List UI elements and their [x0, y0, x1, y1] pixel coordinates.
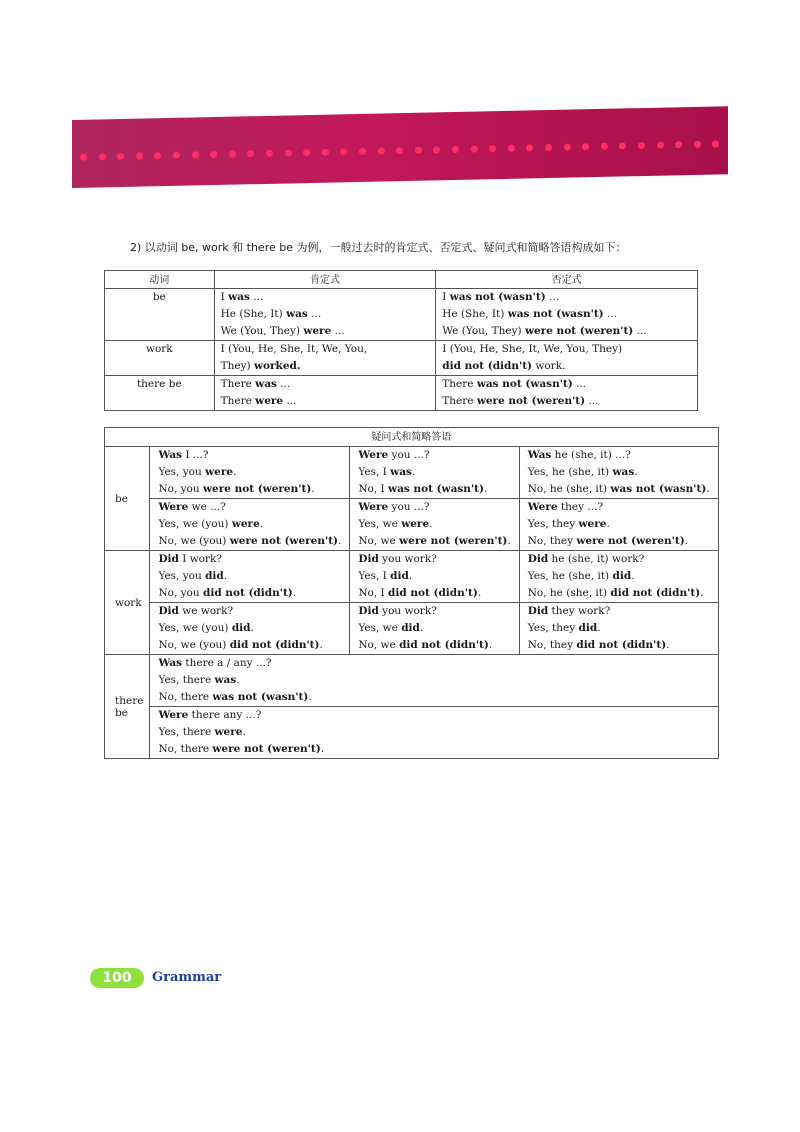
- verb-form-bold: Did: [158, 553, 179, 565]
- text-segment: Yes, they: [527, 622, 579, 634]
- text-line: [221, 341, 430, 358]
- text-line: [158, 741, 709, 758]
- text-line: [358, 637, 510, 654]
- table-row: [105, 499, 719, 551]
- text-line: [158, 637, 341, 654]
- banner-dot: [694, 141, 701, 148]
- text-line: [221, 306, 430, 323]
- verb-form-bold: were not (weren't): [202, 483, 312, 495]
- text-segment: No, he (she, it): [527, 483, 611, 495]
- negative-cell: [436, 341, 698, 376]
- intro-text: 2) 以动词 be, work 和 there be 为例，一般过去时的肯定式、否定式、疑问式和简略答语构成如下：: [130, 241, 627, 254]
- verb-form-bold: Was: [527, 449, 552, 461]
- text-segment: No, they: [527, 639, 577, 651]
- text-segment: No, I: [358, 587, 389, 599]
- text-segment: they work?: [548, 605, 611, 617]
- text-segment: There: [220, 378, 256, 390]
- text-segment: No, there: [158, 691, 213, 703]
- text-line: [528, 464, 710, 481]
- text-segment: Yes, he (she, it): [527, 466, 613, 478]
- text-segment: .: [223, 570, 228, 582]
- text-line: [221, 323, 430, 340]
- text-line: [528, 481, 710, 498]
- text-segment: you work?: [378, 605, 437, 617]
- text-segment: .: [236, 674, 240, 686]
- text-segment: No, you: [158, 587, 203, 599]
- text-segment: .: [259, 518, 264, 530]
- text-segment: Yes, there: [158, 674, 215, 686]
- verb-cell: be: [105, 447, 150, 551]
- table-row: [105, 376, 698, 411]
- text-segment: we work?: [178, 605, 234, 617]
- verb-form-bold: Did: [158, 605, 179, 617]
- banner-dot: [619, 142, 626, 149]
- text-line: [528, 447, 710, 464]
- text-segment: he (she, it) work?: [548, 553, 645, 565]
- text-segment: .: [483, 483, 488, 495]
- banner-dot: [247, 150, 254, 157]
- conjugation-table-affirmative-negative: [104, 270, 698, 411]
- verb-form-bold: Were: [358, 449, 389, 461]
- banner-dot: [489, 145, 496, 152]
- text-line: [221, 289, 430, 306]
- text-segment: you ...?: [388, 501, 430, 513]
- negative-cell: [436, 289, 698, 341]
- page-number-badge: 100: [90, 968, 144, 988]
- verb-form-bold: were: [205, 466, 234, 478]
- text-line: [158, 707, 709, 724]
- banner-dot: [638, 142, 645, 149]
- banner-dot: [396, 147, 403, 154]
- text-segment: .: [320, 743, 325, 755]
- verb-form-bold: was not (wasn't): [507, 308, 604, 320]
- text-segment: Yes, we: [358, 622, 402, 634]
- text-line: [158, 533, 341, 550]
- banner-dot: [229, 151, 236, 158]
- text-line: [528, 533, 710, 550]
- banner-dot: [712, 140, 719, 147]
- banner-dot: [471, 146, 478, 153]
- text-segment: .: [606, 518, 610, 530]
- header-banner: [72, 106, 728, 188]
- text-line: [442, 393, 691, 410]
- question-answer-cell: [350, 447, 519, 499]
- verb-form-bold: were: [255, 395, 284, 407]
- text-segment: We (You, They): [220, 325, 304, 337]
- text-segment: Yes, you: [158, 570, 206, 582]
- verb-form-bold: was not (wasn't): [212, 691, 309, 703]
- text-segment: No, we: [358, 535, 400, 547]
- text-segment: ...: [249, 291, 264, 303]
- banner-dot: [173, 152, 180, 159]
- text-segment: work.: [532, 360, 566, 372]
- verb-form-bold: were not (weren't): [212, 743, 321, 755]
- verb-cell: work: [105, 551, 150, 655]
- text-segment: Yes, we: [358, 518, 402, 530]
- text-segment: There: [220, 395, 256, 407]
- banner-dot: [340, 148, 347, 155]
- banner-dot: [99, 153, 106, 160]
- text-line: [358, 464, 510, 481]
- text-segment: Yes, I: [358, 466, 391, 478]
- text-segment: ...: [633, 325, 647, 337]
- verb-form-bold: Were: [358, 501, 389, 513]
- banner-dot: [433, 146, 440, 153]
- text-segment: Yes, there: [158, 726, 215, 738]
- text-line: [158, 603, 341, 620]
- text-line: [528, 637, 710, 654]
- verb-form-bold: did: [390, 570, 409, 582]
- text-segment: he (she, it) ...?: [551, 449, 631, 461]
- banner-dot: [192, 151, 199, 158]
- text-line: [358, 568, 510, 585]
- verb-form-bold: were not (weren't): [576, 535, 685, 547]
- text-segment: ...: [307, 308, 322, 320]
- text-line: [158, 481, 341, 498]
- verb-cell: be: [105, 289, 215, 341]
- question-answer-cell: [150, 603, 350, 655]
- verb-form-bold: did: [612, 570, 632, 582]
- text-line: [358, 551, 510, 568]
- banner-dot: [582, 143, 589, 150]
- text-line: [158, 464, 341, 481]
- text-segment: No, you: [158, 483, 203, 495]
- verb-form-bold: did not (didn't): [610, 587, 701, 599]
- banner-dot: [657, 142, 664, 149]
- text-line: [442, 376, 691, 393]
- negative-cell: [436, 376, 698, 411]
- text-segment: .: [684, 535, 689, 547]
- table-row: [105, 447, 719, 499]
- verb-form-bold: Did: [358, 553, 379, 565]
- text-segment: I (You, He, She, It, We, You, They): [442, 343, 623, 355]
- text-segment: There: [442, 395, 477, 407]
- text-segment: No, there: [158, 743, 213, 755]
- text-segment: I ...?: [182, 449, 209, 461]
- text-line: [158, 585, 341, 602]
- text-segment: there any ...?: [188, 709, 262, 721]
- verb-form-bold: did: [205, 570, 224, 582]
- verb-form-bold: Were: [158, 501, 189, 513]
- text-segment: .: [700, 587, 704, 599]
- text-segment: .: [706, 483, 710, 495]
- text-segment: .: [634, 466, 638, 478]
- verb-cell: there be: [105, 655, 150, 759]
- verb-form-bold: Did: [527, 605, 549, 617]
- verb-form-bold: were not (weren't): [399, 535, 508, 547]
- verb-form-bold: did not (didn't): [442, 360, 533, 372]
- text-line: [358, 585, 510, 602]
- banner-dot: [136, 153, 143, 160]
- verb-form-bold: did not (didn't): [399, 639, 489, 651]
- text-segment: you ...?: [388, 449, 430, 461]
- verb-form-bold: was not (wasn't): [388, 483, 484, 495]
- text-segment: No, he (she, it): [527, 587, 611, 599]
- text-line: [442, 358, 691, 375]
- question-answer-cell: [150, 447, 350, 499]
- affirmative-cell: [214, 376, 436, 411]
- text-line: [358, 533, 510, 550]
- text-line: [358, 620, 510, 637]
- text-segment: .: [429, 518, 433, 530]
- banner-dot: [266, 150, 273, 157]
- text-line: [528, 551, 710, 568]
- banner-dot: [545, 144, 552, 151]
- text-segment: I work?: [178, 553, 223, 565]
- text-segment: .: [319, 639, 323, 651]
- text-segment: ...: [283, 395, 297, 407]
- verb-form-bold: Was: [158, 449, 183, 461]
- text-line: [221, 376, 430, 393]
- question-answer-cell: [150, 499, 350, 551]
- verb-form-bold: was: [214, 674, 237, 686]
- question-answer-cell: [150, 655, 718, 707]
- text-line: [528, 516, 710, 533]
- text-segment: they ...?: [557, 501, 604, 513]
- question-answer-cell: [350, 551, 519, 603]
- verb-form-bold: worked.: [253, 360, 301, 372]
- text-segment: I: [442, 291, 450, 303]
- text-segment: I (You, He, She, It, We, You,: [220, 343, 368, 355]
- verb-form-bold: did not (didn't): [202, 587, 293, 599]
- verb-form-bold: were not (weren't): [229, 535, 339, 547]
- text-segment: ...: [603, 308, 618, 320]
- text-line: [528, 499, 710, 516]
- column-header-negative: 否定式: [436, 271, 698, 289]
- banner-dot: [359, 148, 366, 155]
- text-segment: ...: [276, 378, 291, 390]
- text-segment: Yes, you: [158, 466, 206, 478]
- table-row: [105, 551, 719, 603]
- banner-dot-row: [72, 140, 728, 162]
- text-segment: .: [666, 639, 670, 651]
- text-segment: Yes, we (you): [158, 622, 232, 634]
- text-segment: .: [242, 726, 246, 738]
- text-segment: there a / any ...?: [182, 657, 272, 669]
- affirmative-cell: [214, 341, 436, 376]
- text-line: [158, 672, 709, 689]
- text-line: [158, 689, 709, 706]
- banner-dot: [303, 149, 310, 156]
- section-label: Grammar: [152, 970, 222, 985]
- text-line: [528, 620, 710, 637]
- text-segment: Yes, he (she, it): [527, 570, 613, 582]
- verb-form-bold: Were: [527, 501, 558, 513]
- text-line: [221, 393, 430, 410]
- verb-form-bold: were: [578, 518, 607, 530]
- verb-form-bold: Did: [358, 605, 379, 617]
- text-segment: No, we (you): [158, 639, 230, 651]
- verb-form-bold: did: [231, 622, 251, 634]
- text-line: [358, 516, 510, 533]
- verb-form-bold: did: [401, 622, 420, 634]
- text-segment: Yes, we (you): [158, 518, 232, 530]
- text-line: [358, 603, 510, 620]
- text-segment: ...: [572, 378, 587, 390]
- verb-form-bold: did not (didn't): [229, 639, 320, 651]
- question-answer-cell: [519, 447, 718, 499]
- text-line: [442, 341, 691, 358]
- verb-form-bold: Was: [158, 657, 183, 669]
- text-segment: He (She, It): [220, 308, 287, 320]
- text-line: [158, 620, 341, 637]
- banner-dot: [117, 153, 124, 160]
- text-segment: There: [442, 378, 477, 390]
- verb-form-bold: was: [612, 466, 635, 478]
- text-line: [358, 447, 510, 464]
- table-row: [105, 341, 698, 376]
- banner-dot: [675, 141, 682, 148]
- verb-form-bold: did not (didn't): [388, 587, 478, 599]
- verb-form-bold: were: [214, 726, 243, 738]
- text-segment: .: [507, 535, 511, 547]
- table-row: [105, 603, 719, 655]
- text-segment: .: [308, 691, 312, 703]
- verb-form-bold: were: [303, 325, 332, 337]
- verb-form-bold: Did: [527, 553, 549, 565]
- question-answer-cell: [519, 603, 718, 655]
- question-answer-cell: [519, 499, 718, 551]
- banner-dot: [80, 154, 87, 161]
- text-segment: We (You, They): [442, 325, 525, 337]
- text-segment: .: [477, 587, 482, 599]
- verb-cell: there be: [105, 376, 215, 411]
- text-line: [528, 585, 710, 602]
- text-line: [528, 603, 710, 620]
- verb-form-bold: were not (weren't): [476, 395, 586, 407]
- text-segment: .: [419, 622, 424, 634]
- questions-table-header: 疑问式和简略答语: [105, 428, 719, 447]
- question-answer-cell: [350, 499, 519, 551]
- text-segment: ...: [585, 395, 599, 407]
- banner-dot: [322, 149, 329, 156]
- text-segment: No, I: [358, 483, 389, 495]
- banner-dot: [526, 144, 533, 151]
- text-segment: .: [411, 466, 416, 478]
- question-answer-cell: [350, 603, 519, 655]
- verb-form-bold: Were: [158, 709, 189, 721]
- verb-form-bold: was: [390, 466, 412, 478]
- text-segment: I: [220, 291, 229, 303]
- question-answer-cell: [519, 551, 718, 603]
- table-row: [105, 289, 698, 341]
- table-row: [105, 707, 719, 759]
- banner-dot: [601, 143, 608, 150]
- text-segment: Yes, they: [527, 518, 579, 530]
- text-segment: No, we: [358, 639, 400, 651]
- verb-cell: work: [105, 341, 215, 376]
- text-line: [442, 306, 691, 323]
- verb-form-bold: was not (wasn't): [476, 378, 573, 390]
- verb-form-bold: did: [578, 622, 598, 634]
- text-line: [158, 447, 341, 464]
- text-line: [158, 724, 709, 741]
- text-segment: ...: [545, 291, 560, 303]
- text-line: [158, 568, 341, 585]
- affirmative-cell: [214, 289, 436, 341]
- text-line: [358, 481, 510, 498]
- text-line: [442, 323, 691, 340]
- banner-dot: [452, 146, 459, 153]
- banner-dot: [415, 147, 422, 154]
- verb-form-bold: was not (wasn't): [610, 483, 707, 495]
- conjugation-table-questions: [104, 427, 719, 759]
- text-segment: .: [311, 483, 315, 495]
- verb-form-bold: was not (wasn't): [449, 291, 546, 303]
- banner-dot: [378, 147, 385, 154]
- text-segment: They): [220, 360, 254, 372]
- column-header-affirmative: 肯定式: [214, 271, 436, 289]
- text-segment: .: [597, 622, 601, 634]
- text-segment: .: [631, 570, 635, 582]
- question-answer-cell: [150, 707, 718, 759]
- text-line: [528, 568, 710, 585]
- text-segment: .: [233, 466, 237, 478]
- verb-form-bold: were not (weren't): [524, 325, 634, 337]
- table-row: [105, 655, 719, 707]
- verb-form-bold: did not (didn't): [576, 639, 667, 651]
- text-segment: No, we (you): [158, 535, 230, 547]
- banner-dot: [508, 145, 515, 152]
- verb-form-bold: were: [231, 518, 260, 530]
- text-line: [158, 499, 341, 516]
- banner-dot: [154, 152, 161, 159]
- verb-form-bold: was: [228, 291, 250, 303]
- text-segment: .: [250, 622, 254, 634]
- text-segment: .: [408, 570, 413, 582]
- text-line: [358, 499, 510, 516]
- text-line: [158, 551, 341, 568]
- text-segment: ...: [331, 325, 345, 337]
- text-line: [158, 655, 709, 672]
- text-line: [221, 358, 430, 375]
- text-segment: we ...?: [188, 501, 226, 513]
- text-segment: .: [292, 587, 297, 599]
- text-segment: He (She, It): [442, 308, 508, 320]
- question-answer-cell: [150, 551, 350, 603]
- verb-form-bold: was: [286, 308, 308, 320]
- banner-dot: [285, 149, 292, 156]
- text-segment: No, they: [527, 535, 577, 547]
- text-segment: .: [488, 639, 493, 651]
- banner-dot: [210, 151, 217, 158]
- banner-dot: [564, 144, 571, 151]
- text-segment: Yes, I: [358, 570, 391, 582]
- text-line: [442, 289, 691, 306]
- text-segment: .: [338, 535, 342, 547]
- verb-form-bold: were: [401, 518, 430, 530]
- text-segment: you work?: [378, 553, 437, 565]
- text-line: [158, 516, 341, 533]
- column-header-verb: 动词: [105, 271, 215, 289]
- verb-form-bold: was: [255, 378, 277, 390]
